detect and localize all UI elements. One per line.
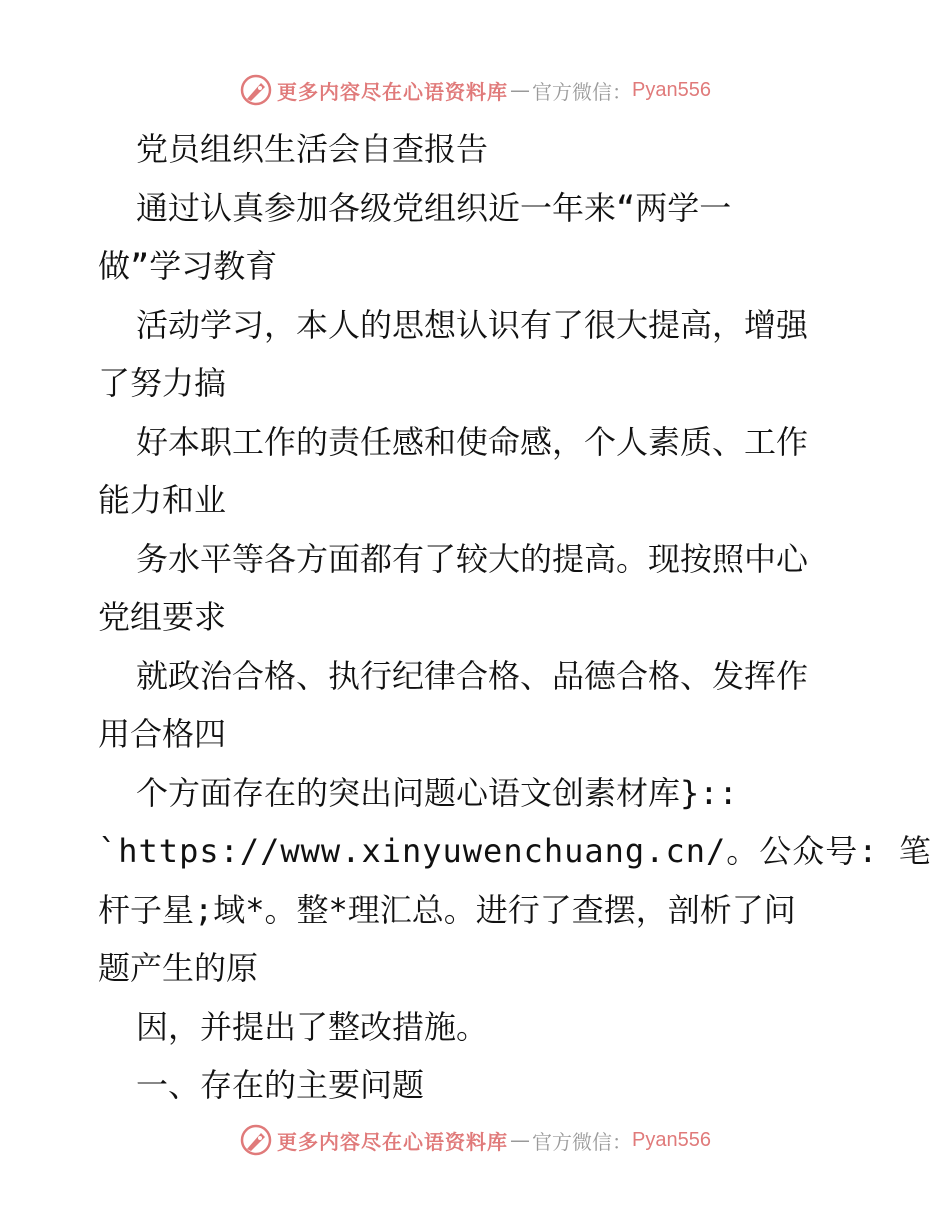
watermark-brand-text: 更多内容尽在心语资料库 — [277, 79, 509, 104]
pen-nib-logo-icon — [239, 1123, 273, 1157]
watermark-footer — [0, 1120, 950, 1160]
watermark-dash: — — [510, 78, 531, 102]
paragraph-line: 好本职工作的责任感和使命感，个人素质、工作 — [136, 422, 809, 461]
watermark-wechat-id: Pyan556 — [632, 1128, 711, 1151]
paragraph-line: 活动学习，本人的思想认识有了很大提高，增强 — [136, 305, 809, 344]
paragraph-line: 能力和业 — [98, 481, 227, 519]
document-body — [98, 120, 932, 1115]
paragraph-line: 党组要求 — [98, 598, 227, 636]
watermark-brand-text: 更多内容尽在心语资料库 — [277, 1129, 509, 1154]
paragraph-line: 做”学习教育 — [98, 247, 278, 285]
paragraph-line: 通过认真参加各级党组织近一年来“两学一 — [136, 188, 732, 227]
url-line: `https://www.xinyuwenchuang.cn/。公众号: 笔 — [98, 832, 932, 870]
watermark-dash: — — [510, 1128, 531, 1152]
paragraph-line: 用合格四 — [98, 715, 227, 753]
paragraph-line: 杆子星;域*。整*理汇总。进行了查摆，剖析了问 — [98, 890, 796, 929]
paragraph-line: 因，并提出了整改措施。 — [136, 1007, 489, 1046]
section-heading: 一、存在的主要问题 — [136, 1066, 425, 1104]
paragraph-line: 务水平等各方面都有了较大的提高。现按照中心 — [136, 539, 809, 578]
paragraph-line: 个方面存在的突出问题心语文创素材库}:: — [136, 773, 738, 812]
watermark-wechat-label: 官方微信： — [532, 79, 633, 104]
pen-nib-logo-icon — [239, 73, 273, 107]
watermark-header — [0, 70, 950, 110]
document-title: 党员组织生活会自查报告 — [136, 130, 489, 168]
paragraph-line: 了努力搞 — [98, 364, 227, 402]
watermark-wechat-id: Pyan556 — [632, 78, 711, 101]
paragraph-line: 就政治合格、执行纪律合格、品德合格、发挥作 — [136, 656, 809, 695]
paragraph-line: 题产生的原 — [98, 949, 259, 987]
watermark-wechat-label: 官方微信： — [532, 1129, 633, 1154]
